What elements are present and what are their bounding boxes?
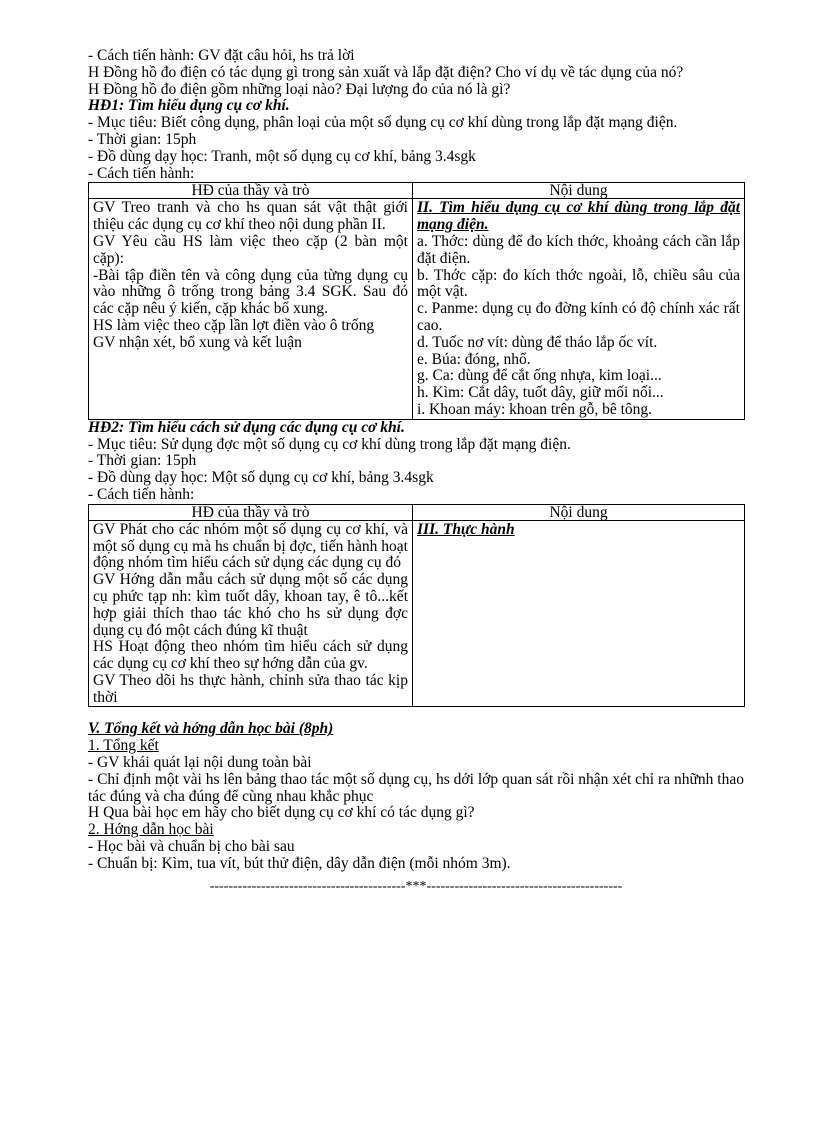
hd1-content-item: e. Búa: đóng, nhổ. bbox=[417, 350, 531, 368]
summary-question: H Qua bài học em hãy cho biết dụng cụ cơ khí có tác dụng gì? bbox=[88, 804, 475, 822]
hd1-activities-cell bbox=[89, 199, 413, 419]
hd1-content-item: g. Ca: dùng để cắt ống nhựa, kim loại... bbox=[417, 367, 662, 385]
hd2-title: HĐ2: Tìm hiểu cách sử dụng các dụng cụ cơ khí. bbox=[88, 418, 405, 436]
hd2-header-right: Nội dung bbox=[413, 504, 745, 520]
hd1-objective: - Mục tiêu: Biết công dụng, phân loại của một số dụng cụ cơ khí dùng trong lắp đặt mạng điện. bbox=[88, 114, 678, 132]
end-divider: ------------------------------------------***------------------------------------------ bbox=[209, 878, 623, 894]
hd1-content-item: a. Thớc: dùng để đo kích thớc, khoảng cách cần lắp đặt điện. bbox=[417, 232, 740, 267]
hd1-time: - Thời gian: 15ph bbox=[88, 130, 197, 148]
hd1-activity: GV Treo tranh và cho hs quan sát vật thật giới thiệu các dụng cụ cơ khí theo nội dung phần II. bbox=[93, 199, 408, 234]
hd2-objective: - Mục tiêu: Sử dụng đợc một số dụng cụ cơ khí dùng trong lắp đặt mạng điện. bbox=[88, 435, 571, 453]
hd2-activity: GV Phát cho các nhóm một số dụng cụ cơ khí, và một số dụng cụ mà hs chuẩn bị đợc, tiến hành hoạt động nhóm tìm hiểu cách sử dụng các dụng cụ đó bbox=[93, 520, 408, 572]
hd2-materials: - Đồ dùng dạy học: Một số dụng cụ cơ khí, bảng 3.4sgk bbox=[88, 469, 434, 487]
hd1-activity: -Bài tập điền tên và công dụng của từng dụng cụ vào những ô trống trong bảng 3.4 SGK. Sau đó các cặp nêu ý kiến, cặp khác bổ xung. bbox=[93, 266, 408, 318]
hd1-header-left: HĐ của thầy và trò bbox=[89, 183, 413, 199]
hd2-table bbox=[88, 504, 745, 708]
hd2-header-left: HĐ của thầy và trò bbox=[89, 504, 413, 520]
hd1-header-right: Nội dung bbox=[413, 183, 745, 199]
hd1-table bbox=[88, 182, 745, 419]
homework-item: - Học bài và chuẩn bị cho bài sau bbox=[88, 838, 295, 856]
homework-item: - Chuẩn bị: Kìm, tua vít, bút thử điện, dây dẫn điện (mỗi nhóm 3m). bbox=[88, 854, 511, 872]
hd2-activity: GV Hớng dẫn mẫu cách sử dụng một số các dụng cụ phức tạp nh: kìm tuốt dây, khoan tay, ê tô...kết hợp giải thích thao tác khó cho hs sử dụng đợc dụng cụ đó một cách đúng kĩ thuật bbox=[93, 571, 408, 639]
hd1-content-item: h. Kìm: Cắt dây, tuốt dây, giữ mối nối... bbox=[417, 384, 664, 402]
hd1-content-item: i. Khoan máy: khoan trên gỗ, bê tông. bbox=[417, 400, 653, 418]
summary-title: V. Tổng kết và hớng dẫn học bài (8ph) bbox=[88, 720, 334, 738]
hd1-method: - Cách tiến hành: bbox=[88, 164, 195, 182]
hd1-content-item: d. Tuốc nơ vít: dùng để tháo lắp ốc vít. bbox=[417, 333, 658, 351]
hd1-activity: HS làm việc theo cặp lần lợt điền vào ô trống bbox=[93, 316, 375, 334]
spacer bbox=[88, 707, 744, 721]
hd2-time: - Thời gian: 15ph bbox=[88, 452, 197, 470]
intro-method: - Cách tiến hành: GV đặt câu hỏi, hs trả lời bbox=[88, 47, 355, 64]
summary-subtitle-2: 2. Hớng dẫn học bài bbox=[88, 821, 214, 839]
hd1-content-title: II. Tìm hiểu dụng cụ cơ khí dùng trong lắp đặt mạng điện. bbox=[417, 199, 740, 234]
document-page bbox=[88, 48, 744, 895]
hd2-activity: GV Theo dõi hs thực hành, chỉnh sửa thao tác kịp thời bbox=[93, 671, 408, 706]
hd1-content-item: b. Thớc cặp: đo kích thớc ngoài, lỗ, chiều sâu của một vật. bbox=[417, 266, 740, 301]
summary-subtitle-1: 1. Tổng kết bbox=[88, 737, 159, 755]
hd1-title: HĐ1: Tìm hiểu dụng cụ cơ khí. bbox=[88, 97, 290, 115]
hd1-content-cell bbox=[413, 199, 745, 419]
hd1-activity: GV Yêu cầu HS làm việc theo cặp (2 bàn một cặp): bbox=[93, 232, 408, 267]
hd2-content-cell bbox=[413, 520, 745, 707]
summary-item: - GV khái quát lại nội dung toàn bài bbox=[88, 754, 312, 772]
hd2-activities-cell bbox=[89, 520, 413, 707]
hd1-content-item: c. Panme: dụng cụ đo đờng kính có độ chính xác rất cao. bbox=[417, 300, 740, 334]
intro-question-1: H Đồng hồ đo điện có tác dụng gì trong sản xuất và lắp đặt điện? Cho ví dụ về tác dụng của nó? bbox=[88, 63, 684, 81]
intro-question-2: H Đồng hồ đo điện gồm những loại nào? Đại lượng đo của nó là gì? bbox=[88, 80, 511, 98]
summary-item: - Chỉ định một vài hs lên bảng thao tác một số dụng cụ, hs dới lớp quan sát rồi nhận xét chỉ ra nhữnh thao tác đúng và cha đúng để cùng nhau khắc phục bbox=[88, 770, 744, 805]
hd1-materials: - Đồ dùng dạy học: Tranh, một số dụng cụ cơ khí, bảng 3.4sgk bbox=[88, 147, 476, 165]
hd2-method: - Cách tiến hành: bbox=[88, 485, 195, 503]
hd2-content-title: III. Thực hành bbox=[417, 520, 515, 538]
hd1-activity: GV nhận xét, bổ xung và kết luận bbox=[93, 333, 302, 351]
hd2-activity: HS Hoạt động theo nhóm tìm hiểu cách sử dụng các dụng cụ cơ khí theo sự hớng dẫn của gv. bbox=[93, 638, 408, 673]
